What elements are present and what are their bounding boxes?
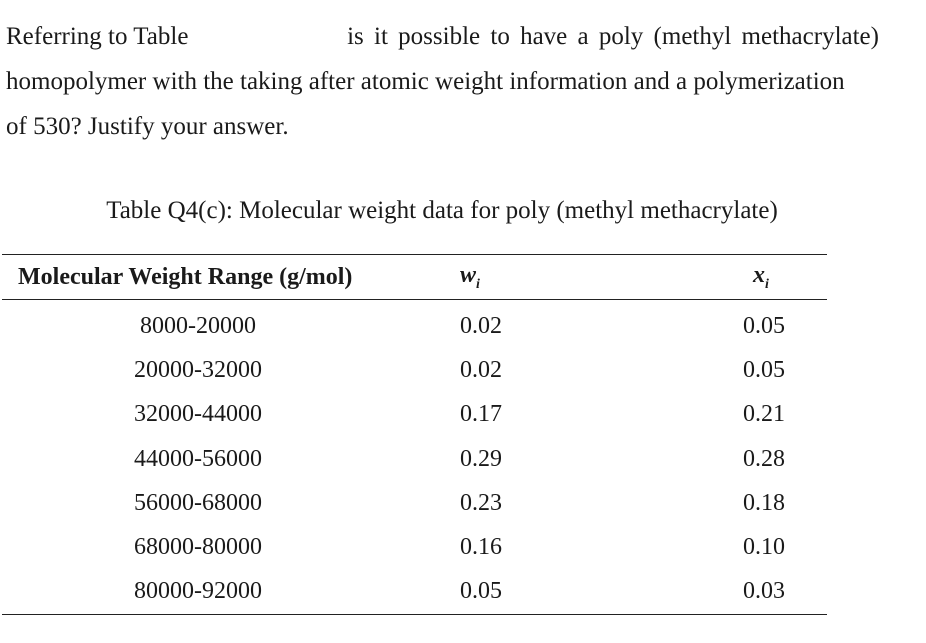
header-w-base: w <box>460 261 477 288</box>
header-x-base: x <box>753 261 765 288</box>
cell-w: 0.05 <box>460 578 502 605</box>
table-row <box>2 437 827 481</box>
table-row <box>2 348 827 392</box>
header-w-subscript: i <box>476 276 480 292</box>
header-number-fraction <box>625 255 827 300</box>
table-row <box>2 393 827 437</box>
question-line-2: homopolymer with the taking after atomic weight information and a polymerization <box>6 68 845 95</box>
header-weight-fraction <box>408 255 625 300</box>
cell-x: 0.21 <box>743 401 785 428</box>
cell-range: 68000-80000 <box>134 534 262 561</box>
cell-w: 0.29 <box>460 445 502 472</box>
table-row <box>2 570 827 615</box>
question-text-start: Referring to Table <box>6 23 189 50</box>
molecular-weight-table <box>2 254 827 615</box>
cell-x: 0.03 <box>743 578 785 605</box>
cell-w: 0.02 <box>460 312 502 339</box>
cell-x: 0.28 <box>743 445 785 472</box>
cell-x: 0.05 <box>743 356 785 383</box>
header-x-subscript: i <box>765 276 769 292</box>
cell-range: 56000-68000 <box>134 489 262 516</box>
molecular-weight-table-container <box>2 254 827 615</box>
question-line-1 <box>6 14 879 59</box>
question-line-3: of 530? Justify your answer. <box>6 113 289 140</box>
cell-x: 0.05 <box>743 312 785 339</box>
cell-w: 0.23 <box>460 489 502 516</box>
header-weight-range: Molecular Weight Range (g/mol) <box>18 263 353 290</box>
table-row <box>2 481 827 525</box>
cell-w: 0.02 <box>460 356 502 383</box>
cell-x: 0.10 <box>743 534 785 561</box>
cell-range: 44000-56000 <box>134 445 262 472</box>
table-header-row <box>2 255 827 300</box>
cell-range: 20000-32000 <box>134 356 262 383</box>
question-text-continue: is it possible to have a poly (methyl methacrylate) <box>347 23 879 50</box>
blank-reference-gap <box>233 14 303 59</box>
cell-w: 0.16 <box>460 534 502 561</box>
cell-x: 0.18 <box>743 489 785 516</box>
cell-w: 0.17 <box>460 401 502 428</box>
cell-range: 8000-20000 <box>140 312 256 339</box>
question-paragraph <box>6 14 886 149</box>
table-caption: Table Q4(c): Molecular weight data for poly (methyl methacrylate) <box>106 197 778 224</box>
table-row <box>2 300 827 349</box>
table-row <box>2 525 827 569</box>
cell-range: 80000-92000 <box>134 578 262 605</box>
cell-range: 32000-44000 <box>134 401 262 428</box>
